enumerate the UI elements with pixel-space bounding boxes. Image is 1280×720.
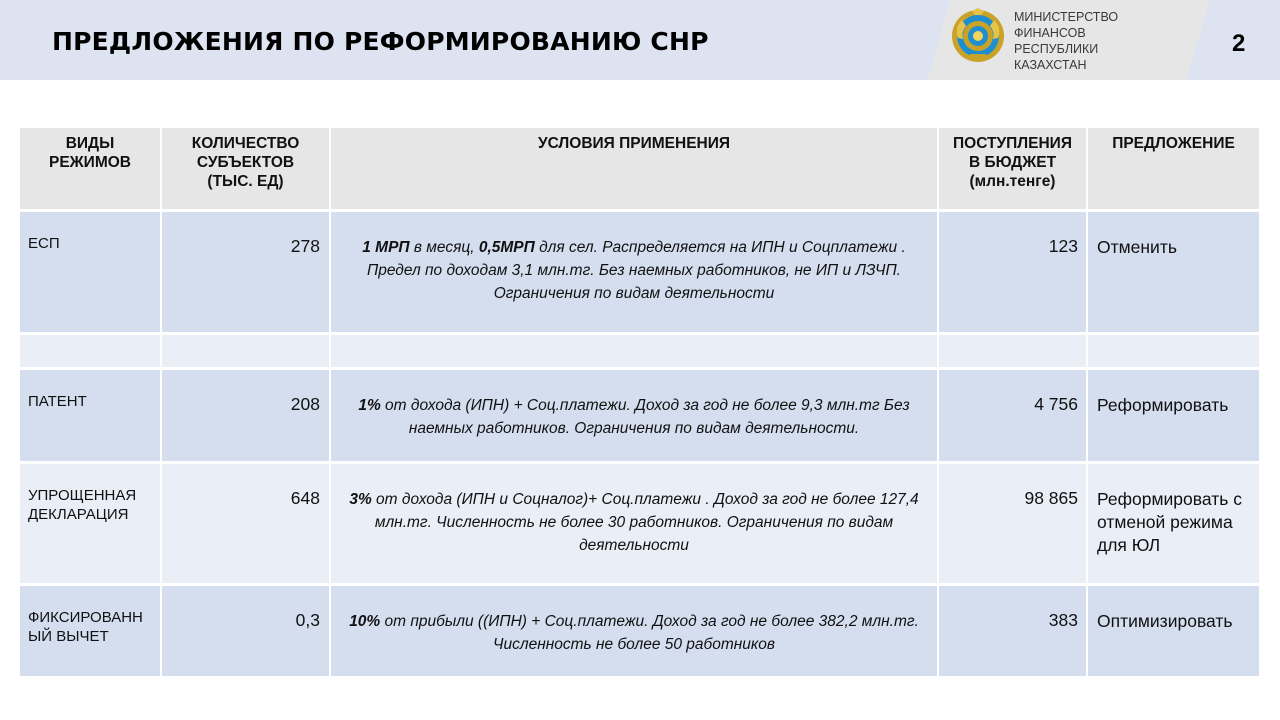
conditions: [330, 584, 938, 677]
col-header-revenue: ПОСТУПЛЕНИЯ В БЮДЖЕТ (млн.тенге): [938, 128, 1087, 210]
cond-highlight: 1 МРП: [362, 238, 410, 256]
table-row: [20, 462, 1260, 584]
empty-row: [20, 333, 1260, 368]
subject-count: 208: [161, 368, 330, 462]
cond-highlight: 0,5МРП: [478, 238, 535, 256]
proposal: Оптимизировать: [1087, 584, 1260, 677]
ministry-line: КАЗАХСТАН: [1014, 58, 1087, 72]
proposal: Реформировать: [1087, 368, 1260, 462]
col-header-regime: ВИДЫ РЕЖИМОВ: [20, 128, 161, 210]
table-row: [20, 210, 1260, 333]
proposal: Отменить: [1087, 210, 1260, 333]
cond-text: от прибыли ((ИПН) + Соц.платежи. Доход за год не более 382,2 млн.тг. Численность не более 50 работников: [380, 612, 919, 653]
ministry-line: МИНИСТЕРСТВО: [1014, 10, 1119, 24]
table-row: [20, 584, 1260, 677]
budget-revenue: 123: [938, 210, 1087, 333]
conditions: [330, 368, 938, 462]
subject-count: 0,3: [161, 584, 330, 677]
cond-highlight: 10%: [349, 612, 381, 630]
budget-revenue: 383: [938, 584, 1087, 677]
empty-cell: [1087, 333, 1260, 368]
proposal: Реформировать с отменой режима для ЮЛ: [1087, 462, 1260, 584]
regime-name: ПАТЕНТ: [20, 368, 161, 462]
subject-count: 278: [161, 210, 330, 333]
regime-name: ЕСП: [20, 210, 161, 333]
subject-count: 648: [161, 462, 330, 584]
budget-revenue: 4 756: [938, 368, 1087, 462]
empty-cell: [938, 333, 1087, 368]
table-header-row: [20, 128, 1260, 210]
cond-highlight: 3%: [349, 490, 372, 508]
ministry-name: [1014, 9, 1184, 73]
regime-name: УПРОЩЕННАЯ ДЕКЛАРАЦИЯ: [20, 462, 161, 584]
conditions: [330, 462, 938, 584]
table-row: [20, 368, 1260, 462]
col-header-proposal: ПРЕДЛОЖЕНИЕ: [1087, 128, 1260, 210]
regimes-table: [20, 128, 1261, 679]
empty-cell: [161, 333, 330, 368]
cond-text: для сел. Распределяется на ИПН и Соцплатежи . Предел по доходам 3,1 млн.тг. Без наемных работников, не ИП и ЛЗЧП. Ограничения по видам деятельности: [366, 238, 906, 302]
page-number: 2: [1232, 30, 1246, 57]
ministry-line: ФИНАНСОВ: [1014, 26, 1086, 40]
col-header-count: КОЛИЧЕСТВО СУБЪЕКТОВ (ТЫС. ЕД): [161, 128, 330, 210]
kazakhstan-emblem-icon: [950, 8, 1006, 64]
cond-highlight: 1%: [358, 396, 381, 414]
col-header-conditions: УСЛОВИЯ ПРИМЕНЕНИЯ: [330, 128, 938, 210]
ministry-line: РЕСПУБЛИКИ: [1014, 42, 1099, 56]
empty-cell: [330, 333, 938, 368]
budget-revenue: 98 865: [938, 462, 1087, 584]
cond-text: в месяц,: [409, 238, 479, 256]
conditions: [330, 210, 938, 333]
cond-text: от дохода (ИПН) + Соц.платежи. Доход за год не более 9,3 млн.тг Без наемных работников. Ограничения по видам деятельности.: [380, 396, 910, 437]
regime-name: ФИКСИРОВАНН ЫЙ ВЫЧЕТ: [20, 584, 161, 677]
empty-cell: [20, 333, 161, 368]
page-title: ПРЕДЛОЖЕНИЯ ПО РЕФОРМИРОВАНИЮ СНР: [52, 27, 709, 56]
cond-text: от дохода (ИПН и Соцналог)+ Соц.платежи . Доход за год не более 127,4 млн.тг. Численность не более 30 работников. Ограничения по видам деятельности: [371, 490, 919, 554]
